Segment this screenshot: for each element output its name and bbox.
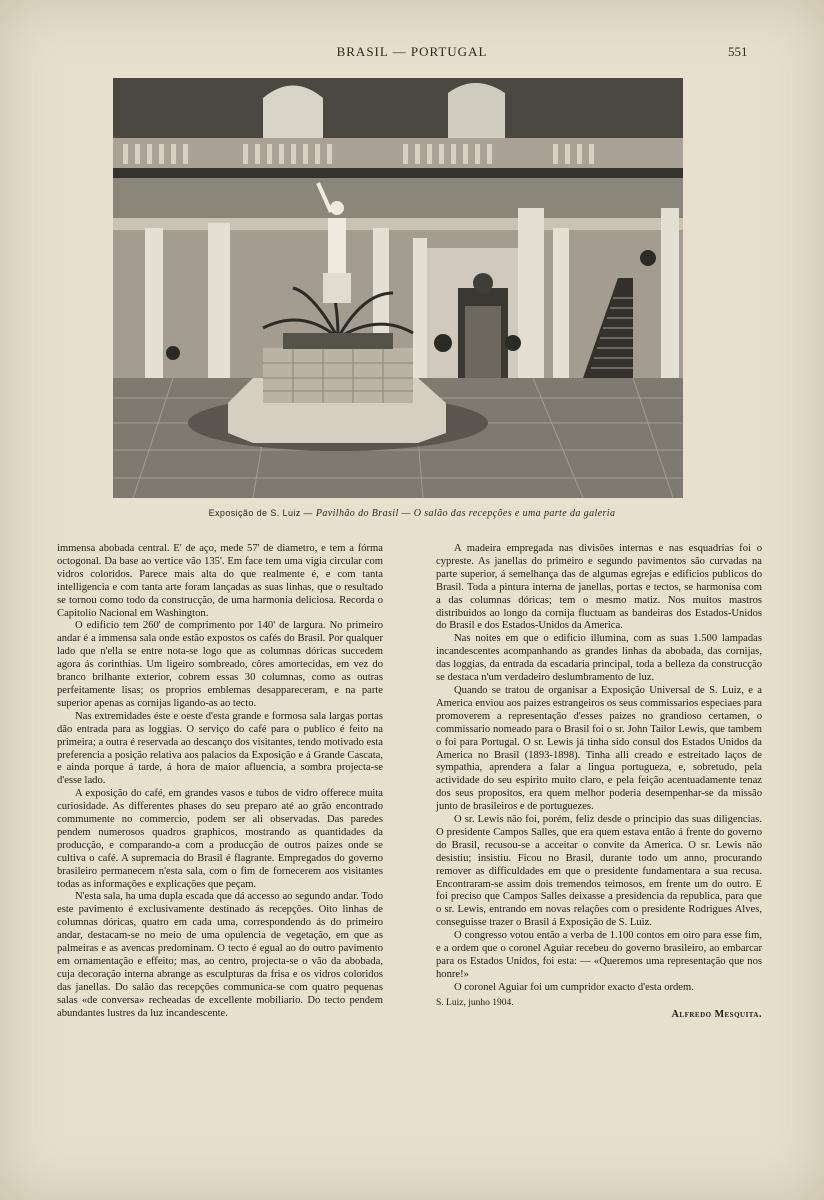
paragraph: O coronel Aguiar foi um cumpridor exacto d'esta ordem.: [454, 981, 694, 993]
caption-place: Exposição de S. Luiz —: [208, 508, 313, 518]
paragraph: A exposição do café, em grandes vasos e tubos de vidro offerece muita curiosidade. As differentes phases do seu preparo até ao grão encontrado commumente no commercio, podem ser ali observadas. Das paredes pendem numerosos quadros graphicos, mostrando as quantidades da producção, e comparando-a com a producção de outros paizes onde se cultiva o café. A supremacia do Brasil é flagrante. Empregados do governo brasileiro permanecem n'esta sala, com o fim de fornecerem aos visitantes todas as informações e explicações que peçam.: [57, 788, 383, 890]
paragraph: O congresso votou então a verba de 1.100 contos em oiro para esse fim, e a ordem que o coronel Aguiar recebeu do governo brasileiro, ao embarcar para os Estados Unidos, foi esta: — «Queremos uma representação que nos honre!»: [436, 930, 762, 980]
paragraph: O sr. Lewis não foi, porém, feliz desde o principio das suas diligencias. O presidente Campos Salles, que era quem estava então á frente do governo do Brasil, recusou-se a acceitar o convite da America. O sr. Lewis não desistiu; insistiu. Ficou no Brasil, durante todo um anno, procurando remover as difficuldades em que o presidente fundamentara a sua recusa. Encontraram-se assim dois tremendos teimosos, em frente um do outro. E foi preciso que Campos Salles deixasse a presidencia da republica, para que o sr. Lewis, entrando em novas relações com o presidente Rodrigues Alves, conseguisse trazer o Brasil á Exposição de S. Luiz.: [436, 814, 762, 929]
paragraph: A madeira empregada nas divisões internas e nas esquadrias foi o cypreste. As janellas do primeiro e segundo pavimentos são curvadas na parte superior, á semelhança das de algumas egrejas e edificios publicos do Brasil. Toda a pintura interna de janellas, portas e tectos, se harmonisa com a das columnas dóricas; tem o mesmo matiz. Nos muitos mastros distribuidos ao longo da cornija fluctuam as bandeiras dos Estados-Unidos do Brasil e dos Estados-Unidos da America.: [436, 543, 762, 632]
photo-illustration: [113, 78, 683, 498]
paragraph: immensa abobada central. E' de aço, mede 57' de diametro, e tem a fórma octogonal. Da base ao vertice vão 135'. Em face tem uma vigia circular com vidros coloridos. Parece mais alta do que realmente é, e com tanta intelligencia e com tanta arte foram lançadas as suas linhas, que o resultado se tornou como todo da construcção, de uma harmonia deliciosa. Recorda o Capitolio Nacional em Washington.: [57, 543, 383, 619]
paragraph: N'esta sala, ha uma dupla escada que dá accesso ao segundo andar. Todo este pavimento é exclusivamente destinado ás recepções. Oito linhas de columnas dóricas, quatro em cada uma, correspondendo ás do primeiro andar, destacam-se no meio de uma opulencia de vegetação, em que as palmeiras e as avencas predominam. O tecto é egual ao do outro pavimento em ornamentação e effeito; mas, ao centro, projecta-se o vão da abobada, cuja decoração interna abrange as esculpturas da frisa e os vidros coloridos das janellas. Do salão das recepções communica-se com quatro pequenas salas «de conversa» recheadas de excellente mobiliario. Do tecto pendem abundantes lustres da luz incandescente.: [57, 891, 383, 1019]
article-column-right: [436, 543, 762, 1023]
paragraph: O edificio tem 260' de comprimento por 140' de largura. No primeiro andar é a immensa sala onde estão expostos os cafés do Brasil. Por qualquer lado que n'ella se entre nota-se logo que as columnas dóricas succedem agora ás corinthias. Um ligeiro sombreado, côres amortecidas, em vez do branco brilhante exterior, cobrem essas 30 columnas, como as outras perfeitamente lisas; os proprios emblemas desappareceram, e na parte superior apenas as cornijas ligando-as ao tecto.: [57, 620, 383, 709]
photo-caption: [0, 508, 824, 519]
paragraph: Nas noites em que o edificio illumina, com as suas 1.500 lampadas incandescentes acompanhando as grandes linhas da abobada, das cornijas, das loggias, da entrada da escadaria principal, toda a belleza da construcção se destaca n'um verdadeiro deslumbramento de luz.: [436, 633, 762, 684]
running-title: BRASIL — PORTUGAL: [336, 44, 488, 59]
paragraph: Quando se tratou de organisar a Exposição Universal de S. Luiz, e a America enviou aos paizes estrangeiros os seus commissarios especiaes para promoverem a representação d'esses paizes no grandioso certamen, o commissario nomeado para o Brasil foi o sr. John Tailor Lewis, que tambem o foi para Portugal. O sr. Lewis já tinha sido consul dos Estados Unidos da America no Brasil (1893-1898). Tinha alli creado e estreitado laços de sympathia, aprendera a falar a lingua portugueza, e, sobretudo, pela actividade do seu espirito muito claro, e pela feição acentuadamente tenaz dos seus propositos, era quem melhor poderia desempenhar-se da missão junto de brasileiros e de portuguezes.: [436, 684, 762, 813]
author-signature: Alfredo Mesquita.: [671, 1008, 762, 1020]
pavilion-hall-photo: [113, 78, 683, 498]
page-number: 551: [728, 44, 748, 59]
paragraph: Nas extremidades éste e oeste d'esta grande e formosa sala largas portas dão entrada para as loggias. O serviço do café para o publico é feito na primeira; a outra é reservada ao descanço dos visitantes, tendo motivado esta preferencia a posição relativa aos palacios da Exposição e á Grande Cascata, e ainda porque á tarde, á hora de maior afluencia, a sombra projecta-se d'esse lado.: [57, 710, 383, 787]
caption-description: Pavilhão do Brasil — O salão das recepções e uma parte da galeria: [315, 508, 616, 519]
article-column-left: [57, 543, 383, 1021]
signoff: [436, 995, 762, 1023]
dateline: S. Luiz, junho 1904.: [436, 997, 514, 1008]
